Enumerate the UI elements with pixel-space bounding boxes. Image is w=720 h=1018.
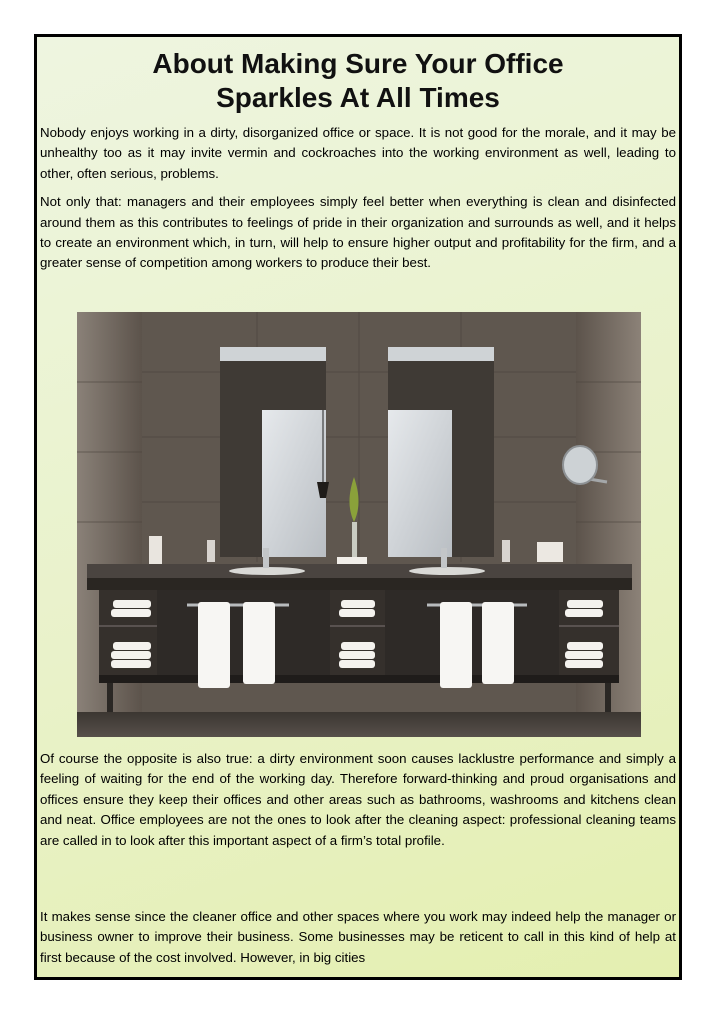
paragraph-2: Not only that: managers and their employees simply feel better when everything is clean and disinfected around them as this contributes to feelings of pride in their organization and surrounds as well, and it helps to create an environment which, in turn, will help to ensure higher output and profitability for the firm, and a greater sense of competition among workers to produce their best. xyxy=(40,194,676,271)
paragraph-1: Nobody enjoys working in a dirty, disorganized office or space. It is not good for the morale, and it may be unhealthy too as it may invite vermin and cockroaches into the working environment as well, leading to other, often serious, problems. xyxy=(40,125,676,181)
title-line-1: About Making Sure Your Office xyxy=(152,48,564,79)
document-page xyxy=(34,34,682,980)
bathroom-vanity-photo xyxy=(77,312,641,737)
page-title xyxy=(37,47,679,115)
paragraph-4: It makes sense since the cleaner office and other spaces where you work may indeed help the manager or business owner to improve their business. Some businesses may be reticent to call in this kind of help at first because of the cost involved. However, in big cities xyxy=(40,909,676,965)
paragraph-3: Of course the opposite is also true: a dirty environment soon causes lacklustre performance and simply a feeling of waiting for the end of the working day. Therefore forward-thinking and proud organisations and offices ensure they keep their offices and other areas such as bathrooms, washrooms and kitchens clean and neat. Office employees are not the ones to look after the cleaning aspect: professional cleaning teams are called in to look after this important aspect of a firm’s total profile. xyxy=(40,751,676,848)
title-line-2: Sparkles At All Times xyxy=(216,82,500,113)
